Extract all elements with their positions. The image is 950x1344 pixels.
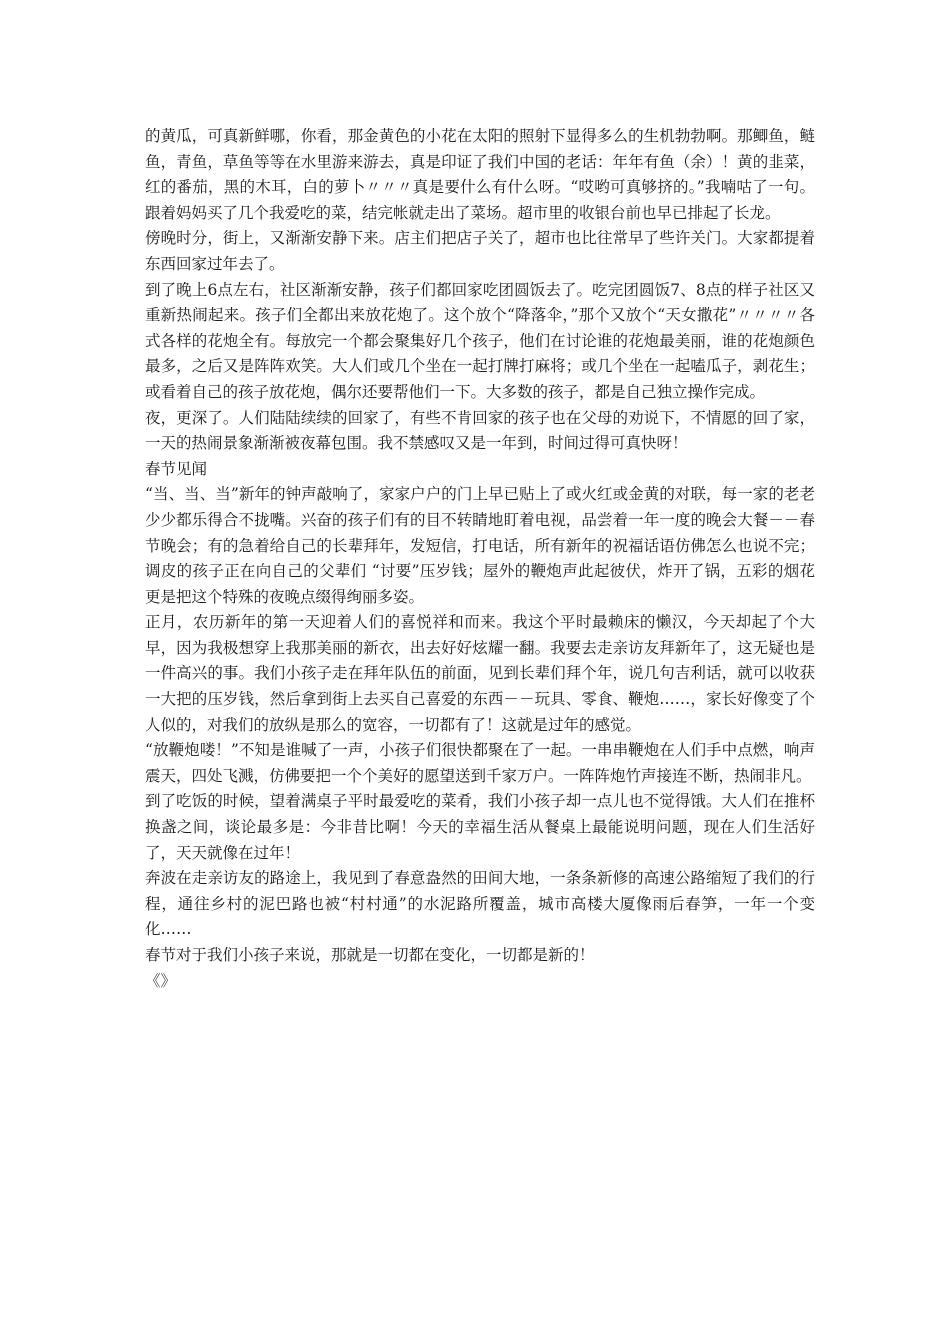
paragraph-new-year-bell: “当、当、当”新年的钟声敲响了，家家户户的门上早已贴上了或火红或金黄的对联，每一家的老老少少都乐得合不拢嘴。兴奋的孩子们有的目不转睛地盯着电视，品尝着一年一度的晚会大餐－－春节晚会；有的急着给自己的长辈拜年，发短信，打电话，所有新年的祝福话语仿佛怎么也说不完；调皮的孩子正在向自己的父辈们 “讨要”压岁钱；屋外的鞭炮声此起彼伏，炸开了锅，五彩的烟花更是把这个特殊的夜晚点缀得绚丽多姿。	[145, 485, 815, 606]
paragraph-market: 的黄瓜，可真新鲜哪，你看，那金黄色的小花在太阳的照射下显得多么的生机勃勃啊。那鲫鱼，鲢鱼，青鱼，草鱼等等在水里游来游去，真是印证了我们中国的老话：年年有鱼（余）！黄的韭菜，红的番茄，黑的木耳，白的萝卜〃〃〃真是要什么有什么呀。“哎哟可真够挤的。”我喃咕了一句。跟着妈妈买了几个我爱吃的菜，结完帐就走出了菜场。超市里的收银台前也早已排起了长龙。	[145, 127, 815, 222]
section-heading: 春节见闻	[145, 459, 208, 478]
paragraph-conclusion: 春节对于我们小孩子来说，那就是一切都在变化，一切都是新的！	[145, 946, 595, 964]
paragraph-first-day: 正月，农历新年的第一天迎着人们的喜悦祥和而来。我这个平时最赖床的懒汉，今天却起了个大早，因为我极想穿上我那美丽的新衣，出去好好炫耀一翻。我要去走亲访友拜新年了，这无疑也是一件高兴的事。我们小孩子走在拜年队伍的前面，见到长辈们拜个年，说几句吉利话，就可以收获一大把的压岁钱，然后拿到街上去买自己喜爱的东西－－玩具、零食、鞭炮……，家长好像变了个人似的，对我们的放纵是那么的宽容，一切都有了！这就是过年的感觉。	[145, 613, 815, 734]
paragraph-brackets: 《》	[145, 971, 177, 990]
document-body	[145, 124, 815, 994]
paragraph-journey: 奔波在走亲访友的路途上，我见到了春意盎然的田间大地，一条条新修的高速公路缩短了我们的行程，通往乡村的泥巴路也被“村村通”的水泥路所覆盖，城市高楼大厦像雨后春笋，一年一个变化……	[145, 869, 815, 939]
paragraph-fireworks: 到了晚上6点左右，社区渐渐安静，孩子们都回家吃团圆饭去了。吃完团圆饭7、8点的样子社区又重新热闹起来。孩子们全都出来放花炮了。这个放个“降落伞，”那个又放个“天女撒花”〃〃〃〃各式各样的花炮全有。每放完一个都会聚集好几个孩子，他们在讨论谁的花炮最美丽，谁的花炮颜色最多，之后又是阵阵欢笑。大人们或几个坐在一起打牌打麻将；或几个坐在一起嗑瓜子，剥花生；或看着自己的孩子放花炮，偶尔还要帮他们一下。大多数的孩子，都是自己独立操作完成。	[145, 280, 815, 401]
paragraph-night: 夜，更深了。人们陆陆续续的回家了，有些不肯回家的孩子也在父母的劝说下，不情愿的回了家，一天的热闹景象渐渐被夜幕包围。我不禁感叹又是一年到，时间过得可真快呀！	[145, 408, 815, 453]
paragraph-firecrackers: “放鞭炮喽！”不知是谁喊了一声，小孩子们很快都聚在了一起。一串串鞭炮在人们手中点燃，响声震天，四处飞溅，仿佛要把一个个美好的愿望送到千家万户。一阵阵炮竹声接连不断，热闹非凡。	[145, 741, 815, 785]
paragraph-dinner: 到了吃饭的时候，望着满桌子平时最爱吃的菜肴，我们小孩子却一点儿也不觉得饿。大人们在推杯换盏之间，谈论最多是：今非昔比啊！今天的幸福生活从餐桌上最能说明问题，现在人们生活好了，天天就像在过年！	[145, 792, 815, 862]
paragraph-evening: 傍晚时分，街上，又渐渐安静下来。店主们把店子关了，超市也比往常早了些许关门。大家都提着东西回家过年去了。	[145, 229, 815, 273]
